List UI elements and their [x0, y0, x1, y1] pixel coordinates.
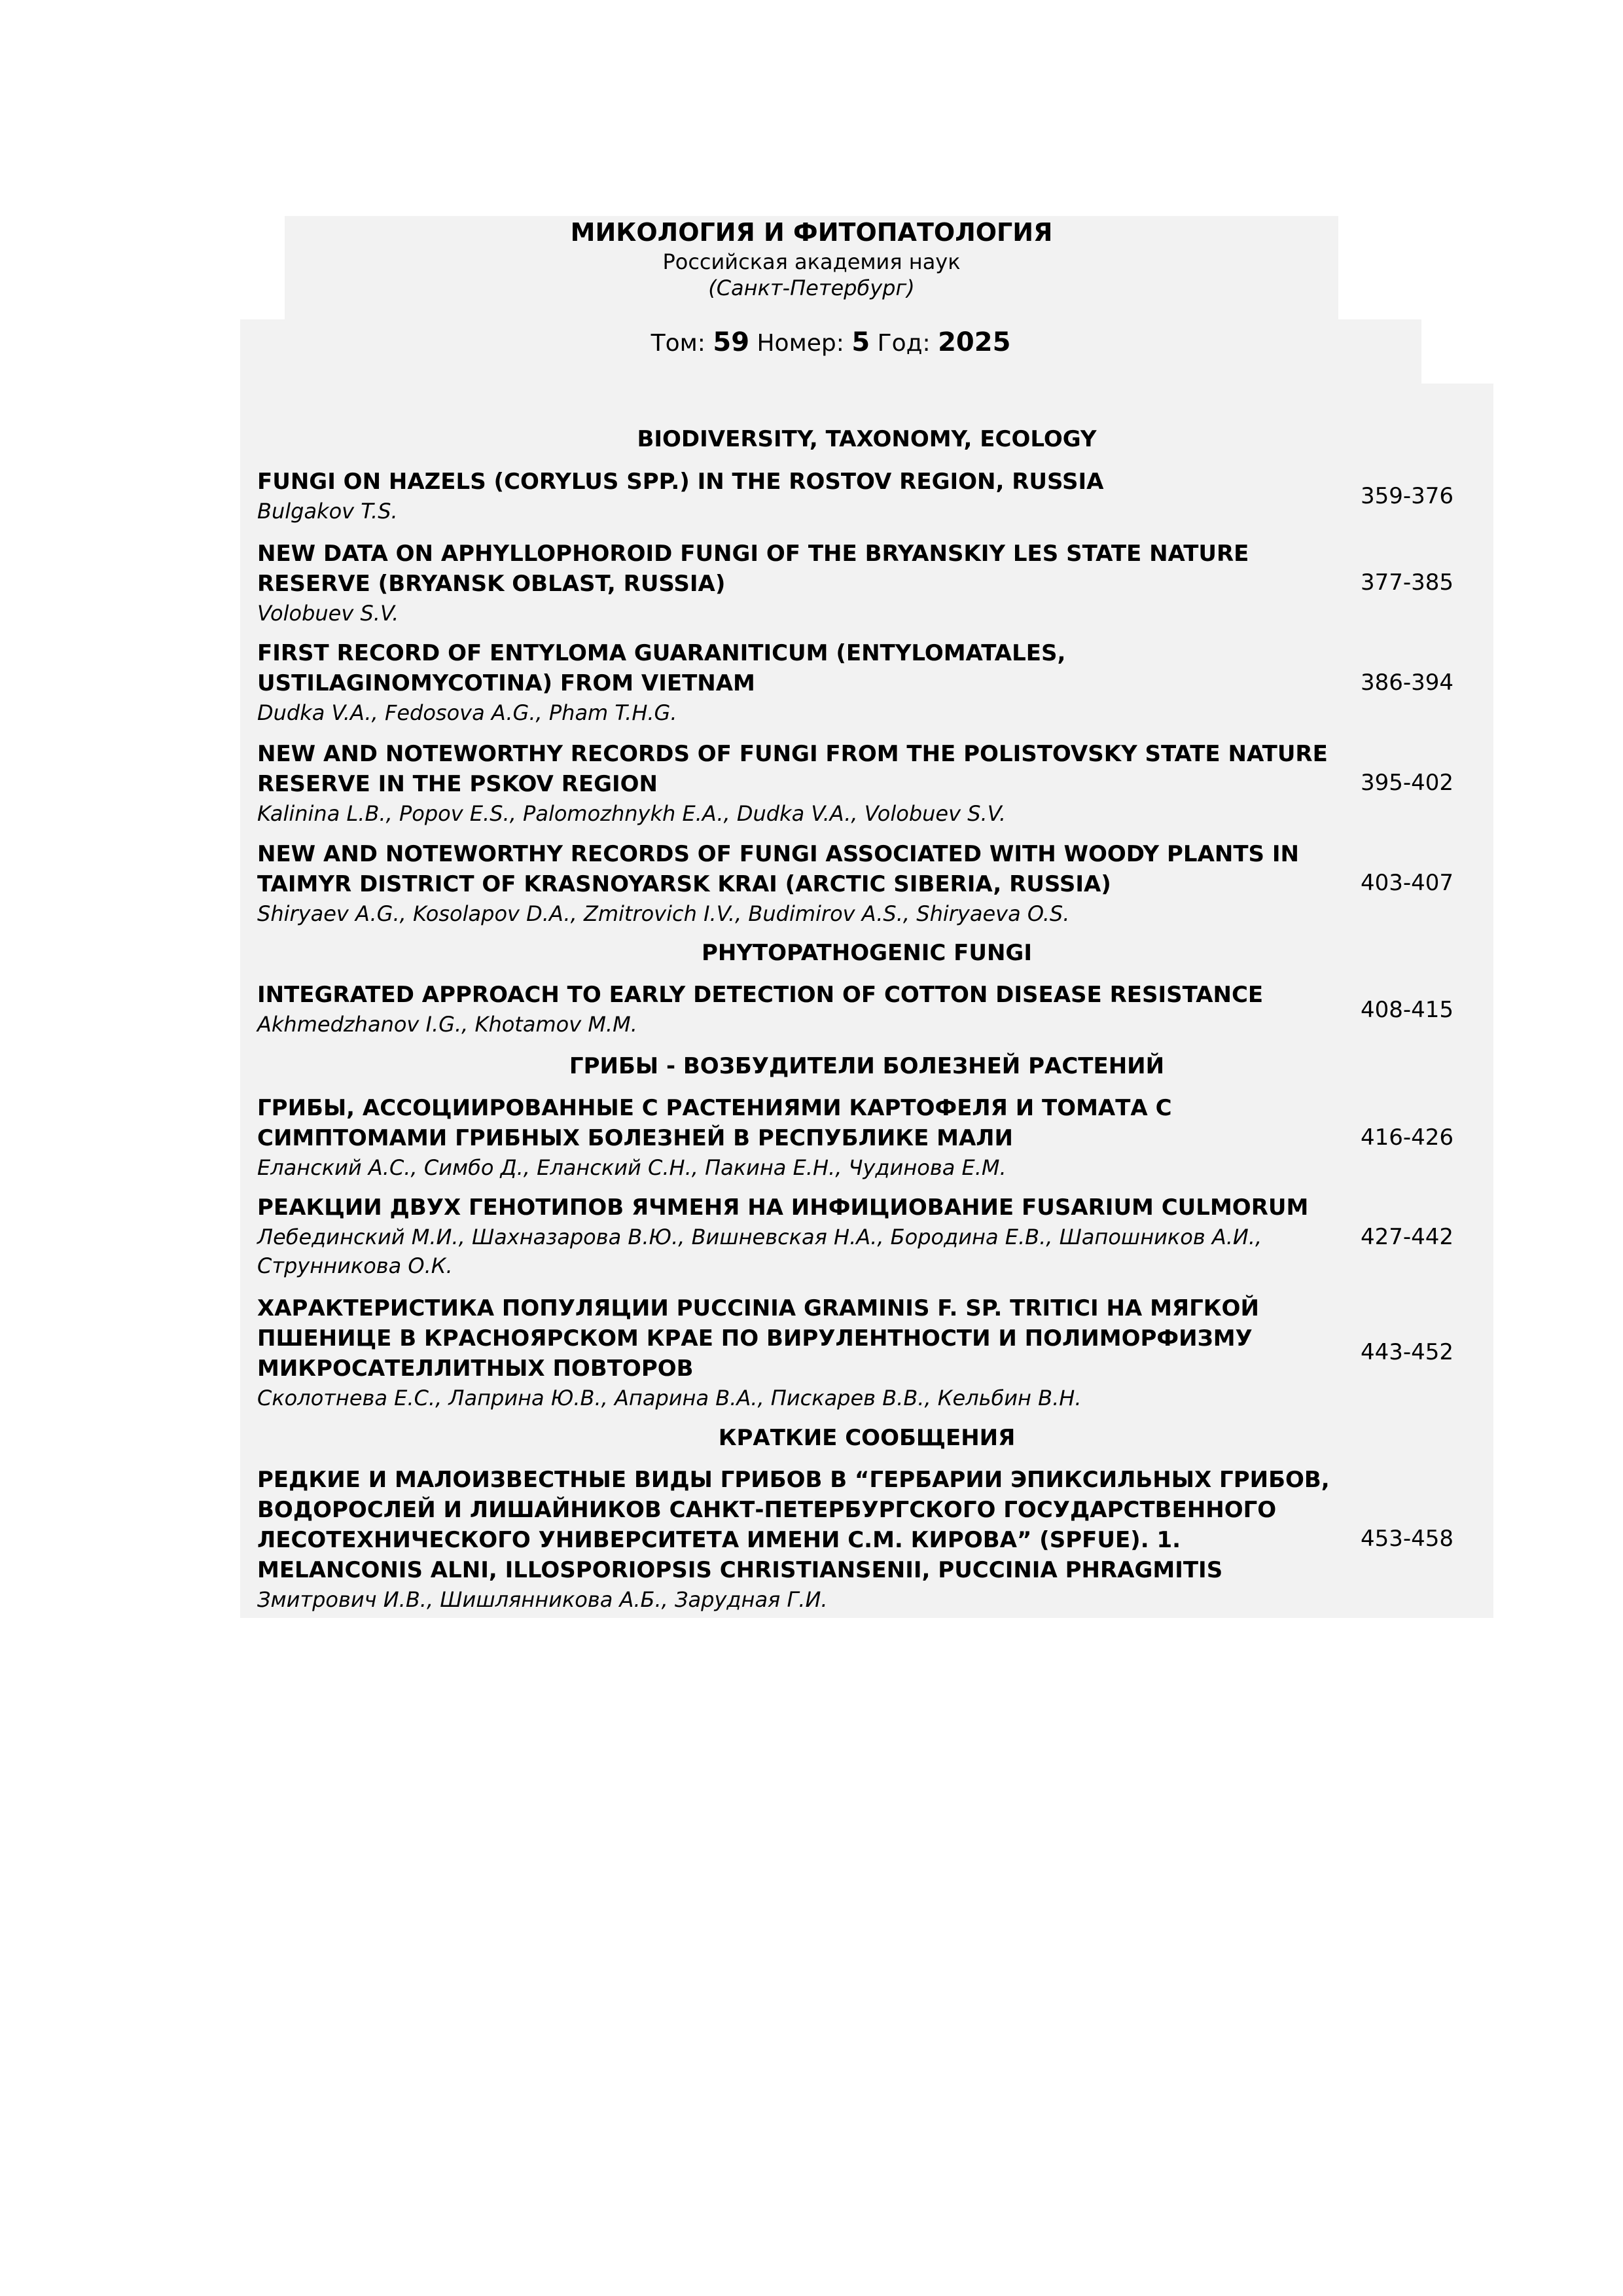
issue-label: Номер: [757, 330, 844, 357]
article-pages: 395-402 [1360, 770, 1454, 796]
journal-organization: Российская академия наук [662, 249, 961, 274]
issue-number: 5 [851, 327, 870, 357]
article-authors: Shiryaev A.G., Kosolapov D.A., Zmitrovich I.V., Budimirov A.S., Shiryaeva O.S. [257, 901, 1070, 926]
article-pages: 453-458 [1360, 1526, 1454, 1552]
year-label: Год: [877, 330, 931, 357]
article-entry [257, 739, 1337, 828]
article-authors: Akhmedzhanov I.G., Khotamov M.M. [257, 1012, 637, 1037]
article-pages: 403-407 [1360, 870, 1454, 896]
article-title[interactable]: РЕДКИЕ И МАЛОИЗВЕСТНЫЕ ВИДЫ ГРИБОВ В “ГЕРБАРИИ ЭПИКСИЛЬНЫХ ГРИБОВ, ВОДОРОСЛЕЙ И ЛИШАЙНИКОВ САНКТ-ПЕТЕРБУРГСКОГО ГОСУДАРСТВЕННОГО ЛЕСОТЕХНИЧЕСКОГО УНИВЕРСИТЕТА ИМЕНИ С.М. КИРОВА” (SPFUE). 1. MELANCONIS ALNI, ILLOSPORIOPSIS CHRISTIANSENII, PUCCINIA PHRAGMITIS [257, 1467, 1330, 1583]
article-title[interactable]: FUNGI ON HAZELS (CORYLUS SPP.) IN THE ROSTOV REGION, RUSSIA [257, 469, 1104, 495]
section-heading: ГРИБЫ - ВОЗБУДИТЕЛИ БОЛЕЗНЕЙ РАСТЕНИЙ [569, 1053, 1165, 1079]
article-authors: Змитрович И.В., Шишлянникова А.Б., Зарудная Г.И. [257, 1587, 828, 1612]
article-authors: Сколотнева Е.С., Лаприна Ю.В., Апарина В.А., Пискарев В.В., Кельбин В.Н. [257, 1386, 1082, 1410]
article-entry [257, 467, 1337, 526]
article-pages: 386-394 [1360, 670, 1454, 696]
article-pages: 408-415 [1360, 997, 1454, 1023]
article-authors: Dudka V.A., Fedosova A.G., Pham T.H.G. [257, 700, 677, 725]
article-entry [257, 980, 1337, 1039]
journal-title: МИКОЛОГИЯ И ФИТОПАТОЛОГИЯ [570, 218, 1053, 247]
volume-label: Том: [651, 330, 705, 357]
article-title[interactable]: ГРИБЫ, АССОЦИИРОВАННЫЕ С РАСТЕНИЯМИ КАРТОФЕЛЯ И ТОМАТА С СИМПТОМАМИ ГРИБНЫХ БОЛЕЗНЕЙ В РЕСПУБЛИКЕ МАЛИ [257, 1095, 1172, 1151]
article-title[interactable]: FIRST RECORD OF ENTYLOMA GUARANITICUM (ENTYLOMATALES, USTILAGINOMYCOTINA) FROM VIETNAM [257, 640, 1066, 696]
article-entry [257, 1193, 1337, 1280]
volume-number: 59 [713, 327, 750, 357]
article-authors: Volobuev S.V. [257, 601, 399, 626]
article-entry [257, 638, 1337, 727]
section-heading: КРАТКИЕ СООБЩЕНИЯ [718, 1425, 1016, 1451]
journal-city: (Санкт-Петербург) [708, 276, 915, 300]
article-title[interactable]: NEW AND NOTEWORTHY RECORDS OF FUNGI ASSOCIATED WITH WOODY PLANTS IN TAIMYR DISTRICT OF KRASNOYARSK KRAI (ARCTIC SIBERIA, RUSSIA) [257, 841, 1299, 897]
article-entry [257, 1093, 1337, 1182]
article-title[interactable]: NEW AND NOTEWORTHY RECORDS OF FUNGI FROM THE POLISTOVSKY STATE NATURE RESERVE IN THE PSKOV REGION [257, 741, 1328, 797]
article-authors: Лебединский М.И., Шахназарова В.Ю., Вишневская Н.А., Бородина Е.В., Шапошников А.И., Струнникова О.К. [257, 1225, 1262, 1278]
article-pages: 427-442 [1360, 1224, 1454, 1250]
article-title[interactable]: ХАРАКТЕРИСТИКА ПОПУЛЯЦИИ PUCCINIA GRAMINIS F. SP. TRITICI НА МЯГКОЙ ПШЕНИЦЕ В КРАСНОЯРСКОМ КРАЕ ПО ВИРУЛЕНТНОСТИ И ПОЛИМОРФИЗМУ МИКРОСАТЕЛЛИТНЫХ ПОВТОРОВ [257, 1295, 1259, 1382]
article-title[interactable]: РЕАКЦИИ ДВУХ ГЕНОТИПОВ ЯЧМЕНЯ НА ИНФИЦИОВАНИЕ FUSARIUM CULMORUM [257, 1194, 1309, 1221]
article-title[interactable]: NEW DATA ON APHYLLOPHOROID FUNGI OF THE BRYANSKIY LES STATE NATURE RESERVE (BRYANSK OBLAST, RUSSIA) [257, 541, 1249, 597]
article-entry [257, 1465, 1337, 1614]
article-title[interactable]: INTEGRATED APPROACH TO EARLY DETECTION OF COTTON DISEASE RESISTANCE [257, 982, 1264, 1008]
issue-line [240, 326, 1421, 360]
section-heading: PHYTOPATHOGENIC FUNGI [702, 940, 1032, 966]
year-value: 2025 [938, 327, 1011, 357]
article-entry [257, 839, 1337, 928]
article-entry [257, 1293, 1337, 1412]
article-authors: Bulgakov T.S. [257, 499, 398, 524]
section-heading: BIODIVERSITY, TAXONOMY, ECOLOGY [637, 426, 1097, 452]
article-entry [257, 539, 1337, 628]
article-authors: Еланский А.С., Симбо Д., Еланский С.Н., Пакина Е.Н., Чудинова Е.М. [257, 1155, 1007, 1180]
article-pages: 443-452 [1360, 1339, 1454, 1365]
article-authors: Kalinina L.B., Popov E.S., Palomozhnykh E.A., Dudka V.A., Volobuev S.V. [257, 801, 1007, 826]
article-pages: 359-376 [1360, 483, 1454, 509]
article-pages: 416-426 [1360, 1124, 1454, 1151]
article-pages: 377-385 [1360, 569, 1454, 596]
